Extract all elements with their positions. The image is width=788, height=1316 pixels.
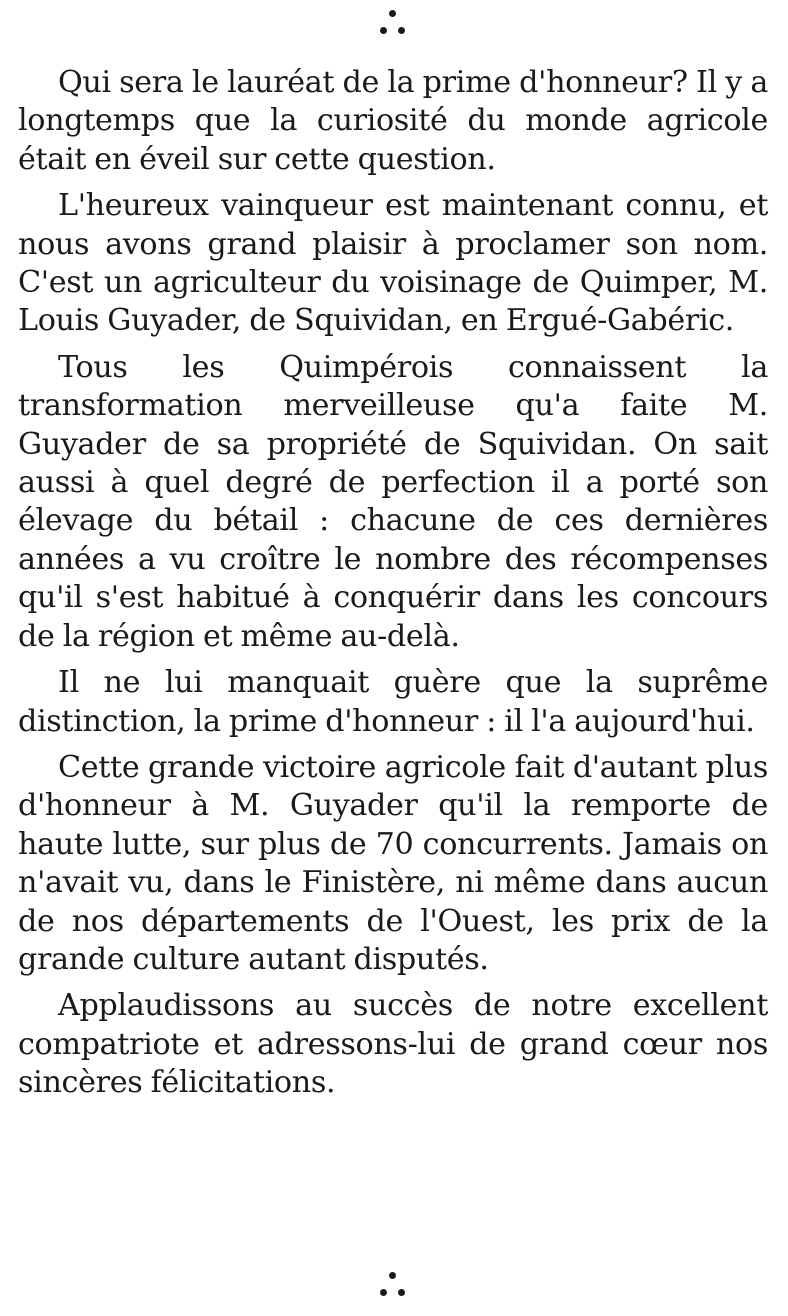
paragraph-transformation: Tous les Quimpérois connaissent la transformation merveilleuse qu'a faite M. Guyader de sa propriété de Squividan. On sait aussi à quel degré de perfection il a porté son élevage du bétail : chacune de ces dernières années a vu croître le nombre des récompenses qu'il s'est habitué à conquérir dans les concours de la région et même au-delà. bbox=[18, 349, 768, 654]
paragraph-prime-question: Qui sera le lauréat de la prime d'honneur? Il y a longtemps que la curiosité du monde agricole était en éveil sur cette question. bbox=[18, 65, 768, 177]
ornament-dot bbox=[389, 10, 396, 17]
ornament-dot bbox=[380, 27, 387, 34]
paragraph-victory: Cette grande victoire agricole fait d'autant plus d'honneur à M. Guyader qu'il la remporte de haute lutte, sur plus de 70 concurrents. Jamais on n'avait vu, dans le Finistère, ni même dans aucun de nos départements de l'Ouest, les prix de la grande culture autant disputés. bbox=[18, 749, 768, 977]
paragraph-supreme-distinction: Il ne lui manquait guère que la suprême distinction, la prime d'honneur : il l'a aujourd'hui. bbox=[18, 665, 768, 739]
ornament-dot bbox=[389, 1272, 396, 1279]
article-body bbox=[18, 64, 768, 1103]
paragraph-winner-announcement: L'heureux vainqueur est maintenant connu, et nous avons grand plaisir à proclamer son nom. C'est un agriculteur du voisinage de Quimper, M. Louis Guyader, de Squividan, en Ergué-Gabéric. bbox=[18, 188, 768, 339]
ornament-dot bbox=[398, 1289, 405, 1296]
top-dinkus-ornament bbox=[378, 10, 408, 40]
ornament-dot bbox=[398, 27, 405, 34]
ornament-dot bbox=[380, 1289, 387, 1296]
newspaper-clipping bbox=[18, 0, 768, 1316]
paragraph-congratulations: Applaudissons au succès de notre excellent compatriote et adressons-lui de grand cœur nos sincères félicitations. bbox=[18, 988, 768, 1101]
bottom-dinkus-ornament bbox=[378, 1272, 408, 1302]
